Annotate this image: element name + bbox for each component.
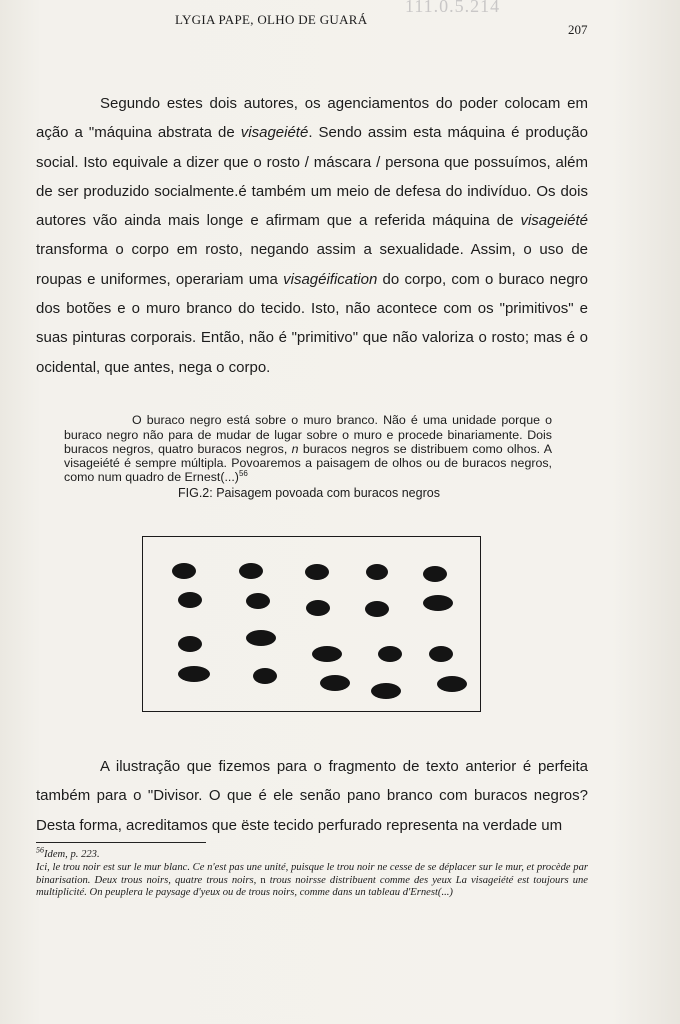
body-paragraph-1: Segundo estes dois autores, os agenciamentos do poder colocam em ação a "máquina abstrata de visageiété. Sendo assim esta máquina é produção social. Isto equivale a dizer que o rosto / máscara / persona que possuímos, além de ser produzido socialmente.é também um meio de defesa do indivíduo. Os dois autores vão ainda mais longe e afirmam que a referida máquina de visageiété transforma o corpo em rosto, negando assim a sexualidade. Assim, o uso de roupas e uniformes, operariam uma visagéification do corpo, com o buraco negro dos botões e o muro branco do tecido. Isto, não acontece com os "primitivos" e suas pinturas corporais. Então, não é "primitivo" que não valoriza o rosto; mas é o ocidental, que antes, nega o corpo. <box>36 95 588 376</box>
running-header: LYGIA PAPE, OLHO DE GUARÁ <box>175 12 368 27</box>
black-hole-dot <box>178 592 202 608</box>
black-hole-dot <box>320 675 350 691</box>
black-hole-dot <box>239 563 263 579</box>
footnote-marker: 56 <box>238 469 248 479</box>
black-hole-dot <box>423 566 447 582</box>
black-hole-dot <box>178 636 202 652</box>
body-paragraph-2: A ilustração que fizemos para o fragmento de texto anterior é perfeita também para o "Divisor. O que é ele senão pano branco com buracos negros? Desta forma, acreditamos que ëste tecido perfurado representa na verdade um <box>36 758 588 834</box>
black-hole-dot <box>429 646 453 662</box>
black-hole-dot <box>365 601 389 617</box>
footnote-56: $^{56}$Idem, p. 223. <box>36 845 100 860</box>
footnotes <box>36 845 588 900</box>
black-hole-dot <box>378 646 402 662</box>
black-hole-dot <box>371 683 401 699</box>
page-number: 207 <box>568 22 588 37</box>
figure-black-holes <box>142 536 481 712</box>
black-holes-illustration <box>143 537 482 713</box>
black-hole-dot <box>306 600 330 616</box>
black-hole-dot <box>312 646 342 662</box>
black-hole-dot <box>172 563 196 579</box>
black-hole-dot <box>423 595 453 611</box>
quote-n: n <box>291 441 299 456</box>
black-hole-dot <box>305 564 329 580</box>
footnote-divider <box>36 842 206 843</box>
black-hole-dot <box>246 593 270 609</box>
black-hole-dot <box>437 676 467 692</box>
black-hole-dot <box>178 666 210 682</box>
block-quote: O buraco negro está sobre o muro branco. Não é uma unidade porque o buraco negro não para de mudar de lugar sobre o muro e procede binariamente. Dois buracos negros, quatro buracos negros, n buracos negros se distribuem como olhos. A visageiété é sempre múltipla. Povoaremos a paisagem de olhos ou de buracos negros, como num quadro de Ernest(...)$^{56}$ <box>64 413 553 485</box>
figure-caption: FIG.2: Paisagem povoada com buracos negros <box>178 486 440 500</box>
archive-stamp: 111.0.5.214 <box>405 0 501 16</box>
black-hole-dot <box>246 630 276 646</box>
black-hole-dot <box>253 668 277 684</box>
footnote-original-text: Ici, le trou noir est sur le mur blanc. Ce n'est pas une unité, puisque le trou noir ne cesse de se déplacer sur le mur, et procède par binarisation. Deux trous noirs, quatre trous noirs, n trous noirsse distribuent comme des yeux La visageiété est toujours une multiplicité. On peuplera le paysage d'yeux ou de trous noirs, comme dans un tableau d'Ernest(...) <box>36 861 588 899</box>
black-hole-dot <box>366 564 388 580</box>
